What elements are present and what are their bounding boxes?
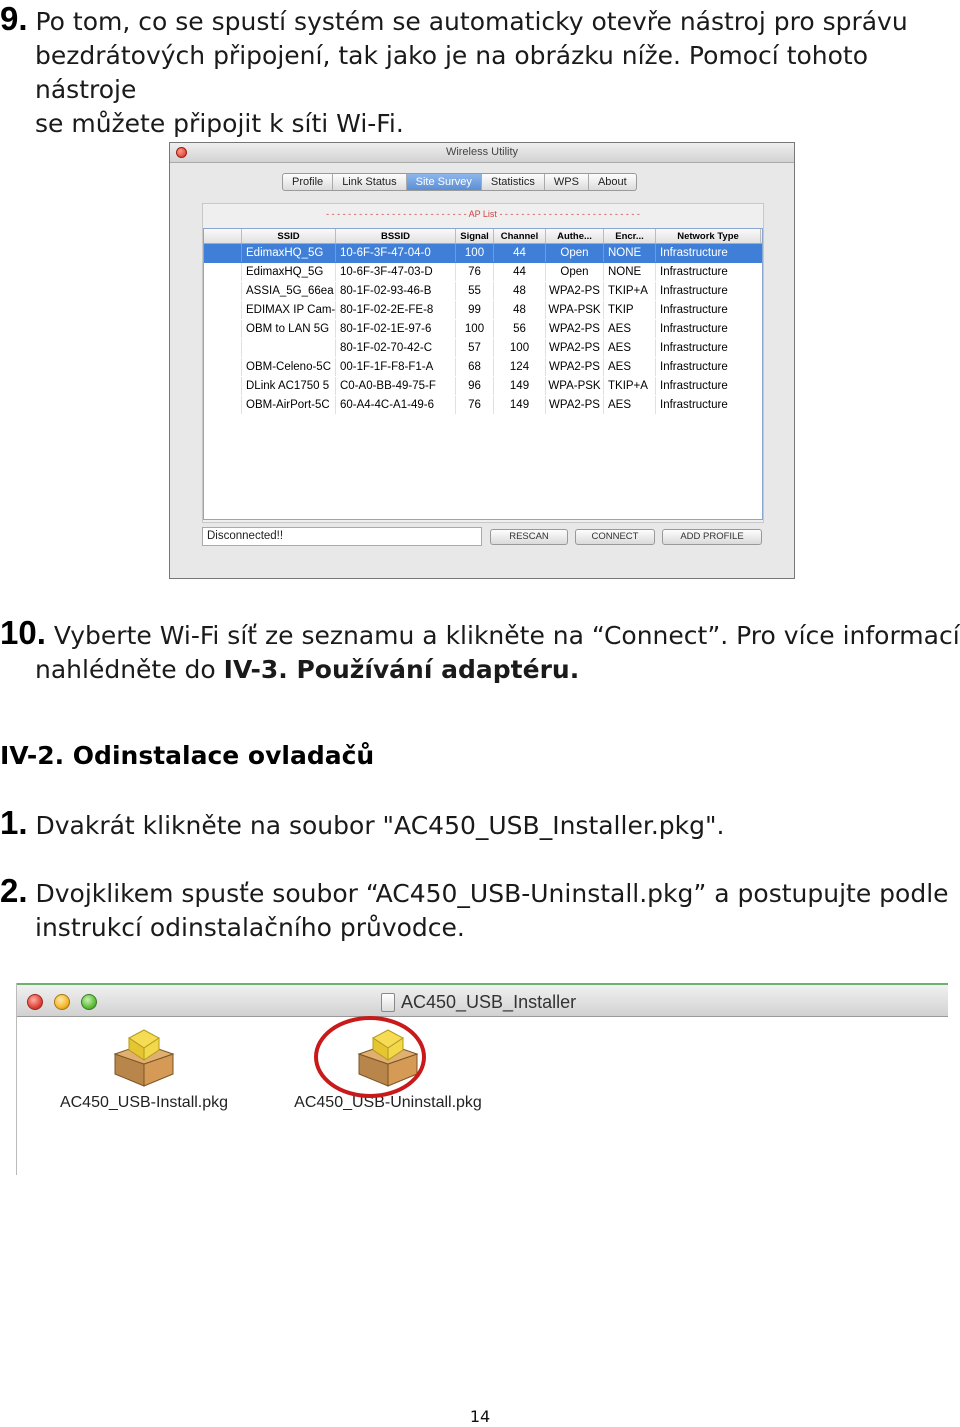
cell-channel: 56: [494, 320, 546, 338]
column-header-auth[interactable]: Authe...: [546, 229, 604, 243]
cell-auth: WPA-PSK: [546, 301, 604, 319]
cell-bssid: 80-1F-02-2E-FE-8: [336, 301, 456, 319]
cell-network-type: Infrastructure: [660, 380, 728, 392]
cell-signal: 55: [456, 282, 494, 300]
cell-bssid: 60-A4-4C-A1-49-6: [336, 396, 456, 414]
window-titlebar: [170, 143, 794, 163]
connection-status: Disconnected!!: [202, 527, 482, 546]
connect-button[interactable]: CONNECT: [575, 529, 655, 545]
file-item-install[interactable]: [49, 1028, 239, 1112]
cell-bssid: 00-1F-1F-F8-F1-A: [336, 358, 456, 376]
cell-auth: Open: [546, 244, 604, 262]
step-2: [0, 874, 960, 945]
cell-row-select: [204, 244, 242, 262]
tab-profile[interactable]: Profile: [283, 174, 333, 190]
cell-signal: 100: [456, 320, 494, 338]
step-text-line: instrukcí odinstalačního průvodce.: [35, 913, 465, 942]
ap-list-label: - - - - - - - - - - - - - - - - - - - - - - - - - - AP List - - - - - - - - - - - - - - - - - - - - - - - - - -: [326, 209, 640, 219]
table-row[interactable]: [204, 301, 762, 320]
cell-auth: WPA2-PS: [546, 358, 604, 376]
table-row[interactable]: [204, 358, 762, 377]
cell-signal: 76: [456, 396, 494, 414]
cell-ssid: OBM-AirPort-5C: [242, 396, 336, 414]
step-text-line: bezdrátových připojení, tak jako je na obrázku níže. Pomocí tohoto nástroje: [35, 41, 869, 104]
cell-network-type: Infrastructure: [660, 361, 728, 373]
table-row[interactable]: [204, 320, 762, 339]
cell-auth: Open: [546, 263, 604, 281]
cell-auth: WPA2-PS: [546, 282, 604, 300]
column-header-encryption[interactable]: Encr...: [604, 229, 656, 243]
cell-bssid: 80-1F-02-70-42-C: [336, 339, 456, 357]
cell-ssid: DLink AC1750 5: [242, 377, 336, 395]
cell-channel: 44: [494, 244, 546, 262]
cell-signal: 68: [456, 358, 494, 376]
cell-row-select: [204, 377, 242, 395]
column-header-signal[interactable]: Signal: [456, 229, 494, 243]
tab-about[interactable]: About: [597, 176, 627, 188]
tab-link-status[interactable]: Link Status: [333, 174, 406, 190]
step-number: 2.: [0, 872, 28, 909]
cell-channel: 149: [494, 396, 546, 414]
column-header-ssid[interactable]: SSID: [242, 229, 336, 243]
step-text-line: nahlédněte do IV-3. Používání adaptéru.: [35, 655, 580, 684]
cell-signal: 96: [456, 377, 494, 395]
table-row[interactable]: [204, 339, 762, 358]
cell-auth: WPA-PSK: [546, 377, 604, 395]
cell-row-select: [204, 396, 242, 414]
site-survey-panel: [202, 203, 764, 523]
tab-bar: [282, 173, 637, 191]
cell-network-type: Infrastructure: [660, 247, 728, 259]
cell-encryption: TKIP: [604, 301, 656, 319]
step-text-line: Dvojklikem spusťe soubor “AC450_USB-Uninstall.pkg” a postupujte podle: [35, 879, 949, 908]
cell-network-type: Infrastructure: [660, 304, 728, 316]
disk-image-icon: [381, 993, 395, 1012]
cell-ssid: [242, 339, 336, 357]
cell-channel: 100: [494, 339, 546, 357]
cell-encryption: AES: [604, 396, 656, 414]
cell-network-type: Infrastructure: [660, 323, 728, 335]
cell-encryption: TKIP+A: [604, 282, 656, 300]
cell-signal: 76: [456, 263, 494, 281]
cell-channel: 149: [494, 377, 546, 395]
cell-auth: WPA2-PS: [546, 339, 604, 357]
cell-ssid: ASSIA_5G_66ea: [242, 282, 336, 300]
window-title-group: [381, 991, 576, 1013]
cell-channel: 48: [494, 282, 546, 300]
cell-ssid: OBM-Celeno-5C: [242, 358, 336, 376]
step-9: [0, 2, 960, 141]
table-row[interactable]: [204, 282, 762, 301]
finder-window: [16, 983, 948, 1175]
cell-auth: WPA2-PS: [546, 320, 604, 338]
step-number: 1.: [0, 804, 28, 841]
step-text-line: se můžete připojit k síti Wi-Fi.: [35, 109, 404, 138]
ap-list-table: [203, 228, 763, 520]
step-text-line: Dvakrát klikněte na soubor "AC450_USB_Installer.pkg".: [35, 811, 725, 840]
cell-signal: 99: [456, 301, 494, 319]
wireless-utility-window: [169, 142, 795, 579]
cell-ssid: EdimaxHQ_5G: [242, 244, 336, 262]
window-titlebar: [17, 983, 948, 1017]
cell-encryption: TKIP+A: [604, 377, 656, 395]
section-reference: IV-3. Používání adaptéru.: [223, 655, 580, 684]
cell-encryption: NONE: [604, 263, 656, 281]
minimize-icon[interactable]: [54, 994, 70, 1010]
window-title: AC450_USB_Installer: [401, 991, 577, 1012]
package-icon: [109, 1028, 179, 1088]
highlight-circle: [314, 1016, 426, 1098]
tab-site-survey[interactable]: Site Survey: [407, 174, 482, 190]
file-name: AC450_USB-Uninstall.pkg: [294, 1094, 482, 1111]
cell-network-type: Infrastructure: [660, 266, 728, 278]
cell-row-select: [204, 358, 242, 376]
zoom-icon[interactable]: [81, 994, 97, 1010]
add-profile-button[interactable]: ADD PROFILE: [662, 529, 762, 545]
table-row[interactable]: [204, 377, 762, 396]
cell-signal: 57: [456, 339, 494, 357]
cell-channel: 124: [494, 358, 546, 376]
cell-bssid: C0-A0-BB-49-75-F: [336, 377, 456, 395]
cell-channel: 44: [494, 263, 546, 281]
file-name: AC450_USB-Install.pkg: [59, 1094, 229, 1111]
cell-encryption: AES: [604, 358, 656, 376]
cell-encryption: AES: [604, 339, 656, 357]
cell-row-select: [204, 320, 242, 338]
step-text-line: Vyberte Wi-Fi síť ze seznamu a klikněte na “Connect”. Pro více informací: [53, 621, 960, 650]
step-number: 10.: [0, 614, 46, 651]
table-row[interactable]: [204, 263, 762, 282]
table-header: [204, 229, 762, 244]
column-header-bssid[interactable]: BSSID: [336, 229, 456, 243]
cell-network-type: Infrastructure: [660, 285, 728, 297]
cell-network-type: Infrastructure: [660, 342, 728, 354]
table-row[interactable]: [204, 244, 762, 263]
cell-channel: 48: [494, 301, 546, 319]
rescan-button[interactable]: RESCAN: [490, 529, 568, 545]
cell-bssid: 10-6F-3F-47-04-0: [336, 244, 456, 262]
cell-bssid: 80-1F-02-93-46-B: [336, 282, 456, 300]
cell-encryption: AES: [604, 320, 656, 338]
cell-bssid: 10-6F-3F-47-03-D: [336, 263, 456, 281]
tab-statistics[interactable]: Statistics: [482, 174, 545, 190]
cell-row-select: [204, 301, 242, 319]
tab-wps[interactable]: WPS: [545, 174, 589, 190]
close-icon[interactable]: [27, 994, 43, 1010]
cell-signal: 100: [456, 244, 494, 262]
cell-ssid: EDIMAX IP Cam-: [242, 301, 336, 319]
step-text-line: Po tom, co se spustí systém se automaticky otevře nástroj pro správu: [35, 7, 908, 36]
cell-network-type: Infrastructure: [660, 399, 728, 411]
cell-bssid: 80-1F-02-1E-97-6: [336, 320, 456, 338]
table-row[interactable]: [204, 396, 762, 415]
step-10: [0, 616, 960, 687]
step-1: [0, 806, 960, 843]
column-header-channel[interactable]: Channel: [494, 229, 546, 243]
column-header[interactable]: [204, 229, 242, 243]
cell-encryption: NONE: [604, 244, 656, 262]
page-number: 14: [469, 1407, 491, 1426]
cell-ssid: EdimaxHQ_5G: [242, 263, 336, 281]
cell-row-select: [204, 263, 242, 281]
cell-ssid: OBM to LAN 5G: [242, 320, 336, 338]
cell-row-select: [204, 339, 242, 357]
section-heading: IV-2. Odinstalace ovladačů: [0, 741, 375, 770]
step-number: 9.: [0, 0, 28, 37]
window-title: Wireless Utility: [445, 146, 519, 158]
column-header-network-type[interactable]: Network Type: [656, 229, 761, 243]
cell-row-select: [204, 282, 242, 300]
cell-auth: WPA2-PS: [546, 396, 604, 414]
